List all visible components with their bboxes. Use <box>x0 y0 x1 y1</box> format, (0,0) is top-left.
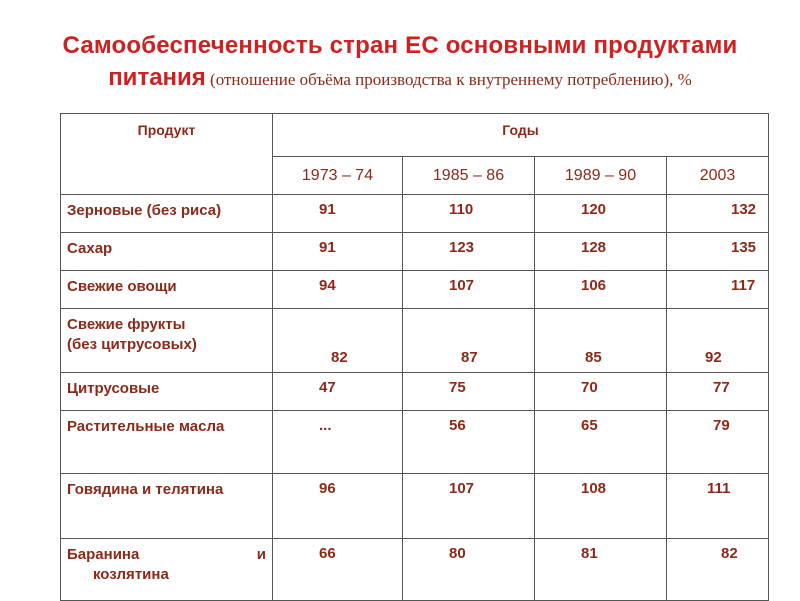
product-cell: Растительные масла <box>61 411 273 474</box>
header-period: 1989 – 90 <box>535 157 667 195</box>
value-cell: 132 <box>667 195 769 233</box>
title-main: питания <box>108 64 206 91</box>
self-sufficiency-table <box>60 113 769 601</box>
product-line: козлятина <box>93 566 169 583</box>
product-cell: Зерновые (без риса) <box>61 195 273 233</box>
value-cell: ... <box>273 411 403 474</box>
product-cell: Свежие овощи <box>61 271 273 309</box>
value-cell: 91 <box>273 233 403 271</box>
table-row <box>61 411 769 474</box>
value-cell: 66 <box>273 539 403 601</box>
value-cell: 96 <box>273 474 403 539</box>
table-row <box>61 539 769 601</box>
header-period: 1985 – 86 <box>403 157 535 195</box>
value-cell: 81 <box>535 539 667 601</box>
value-cell: 79 <box>667 411 769 474</box>
product-cell <box>61 309 273 373</box>
table-row <box>61 474 769 539</box>
product-word: Баранина <box>67 546 140 563</box>
product-word: и <box>256 546 266 563</box>
value-cell: 82 <box>273 309 403 373</box>
table-row <box>61 373 769 411</box>
value-cell: 85 <box>535 309 667 373</box>
product-line: (без цитрусовых) <box>67 336 197 353</box>
value-cell: 65 <box>535 411 667 474</box>
value-cell: 87 <box>403 309 535 373</box>
table-row <box>61 271 769 309</box>
table-row <box>61 309 769 373</box>
header-product: Продукт <box>61 114 273 195</box>
value-cell: 108 <box>535 474 667 539</box>
product-cell: Цитрусовые <box>61 373 273 411</box>
value-cell: 107 <box>403 271 535 309</box>
product-cell: Говядина и телятина <box>61 474 273 539</box>
value-cell: 80 <box>403 539 535 601</box>
value-cell: 117 <box>667 271 769 309</box>
value-cell: 47 <box>273 373 403 411</box>
value-cell: 123 <box>403 233 535 271</box>
header-years: Годы <box>273 114 769 157</box>
value-cell: 91 <box>273 195 403 233</box>
product-line: Свежие фрукты <box>67 316 186 333</box>
value-cell: 75 <box>403 373 535 411</box>
header-period: 2003 <box>667 157 769 195</box>
value-cell: 107 <box>403 474 535 539</box>
value-cell: 135 <box>667 233 769 271</box>
title-line-1: Самообеспеченность стран ЕС основными продуктами <box>62 32 738 59</box>
table-row <box>61 195 769 233</box>
value-cell: 128 <box>535 233 667 271</box>
value-cell: 70 <box>535 373 667 411</box>
page-title <box>30 30 770 96</box>
header-period: 1973 – 74 <box>273 157 403 195</box>
value-cell: 120 <box>535 195 667 233</box>
value-cell: 82 <box>667 539 769 601</box>
value-cell: 94 <box>273 271 403 309</box>
value-cell: 110 <box>403 195 535 233</box>
title-subtitle: (отношение объёма производства к внутреннему потреблению), % <box>205 70 692 89</box>
table-row <box>61 233 769 271</box>
product-line <box>67 545 266 565</box>
value-cell: 77 <box>667 373 769 411</box>
product-cell <box>61 539 273 601</box>
value-cell: 56 <box>403 411 535 474</box>
value-cell: 106 <box>535 271 667 309</box>
title-line-2 <box>30 62 770 96</box>
value-cell: 92 <box>667 309 769 373</box>
value-cell: 111 <box>667 474 769 539</box>
product-cell: Сахар <box>61 233 273 271</box>
